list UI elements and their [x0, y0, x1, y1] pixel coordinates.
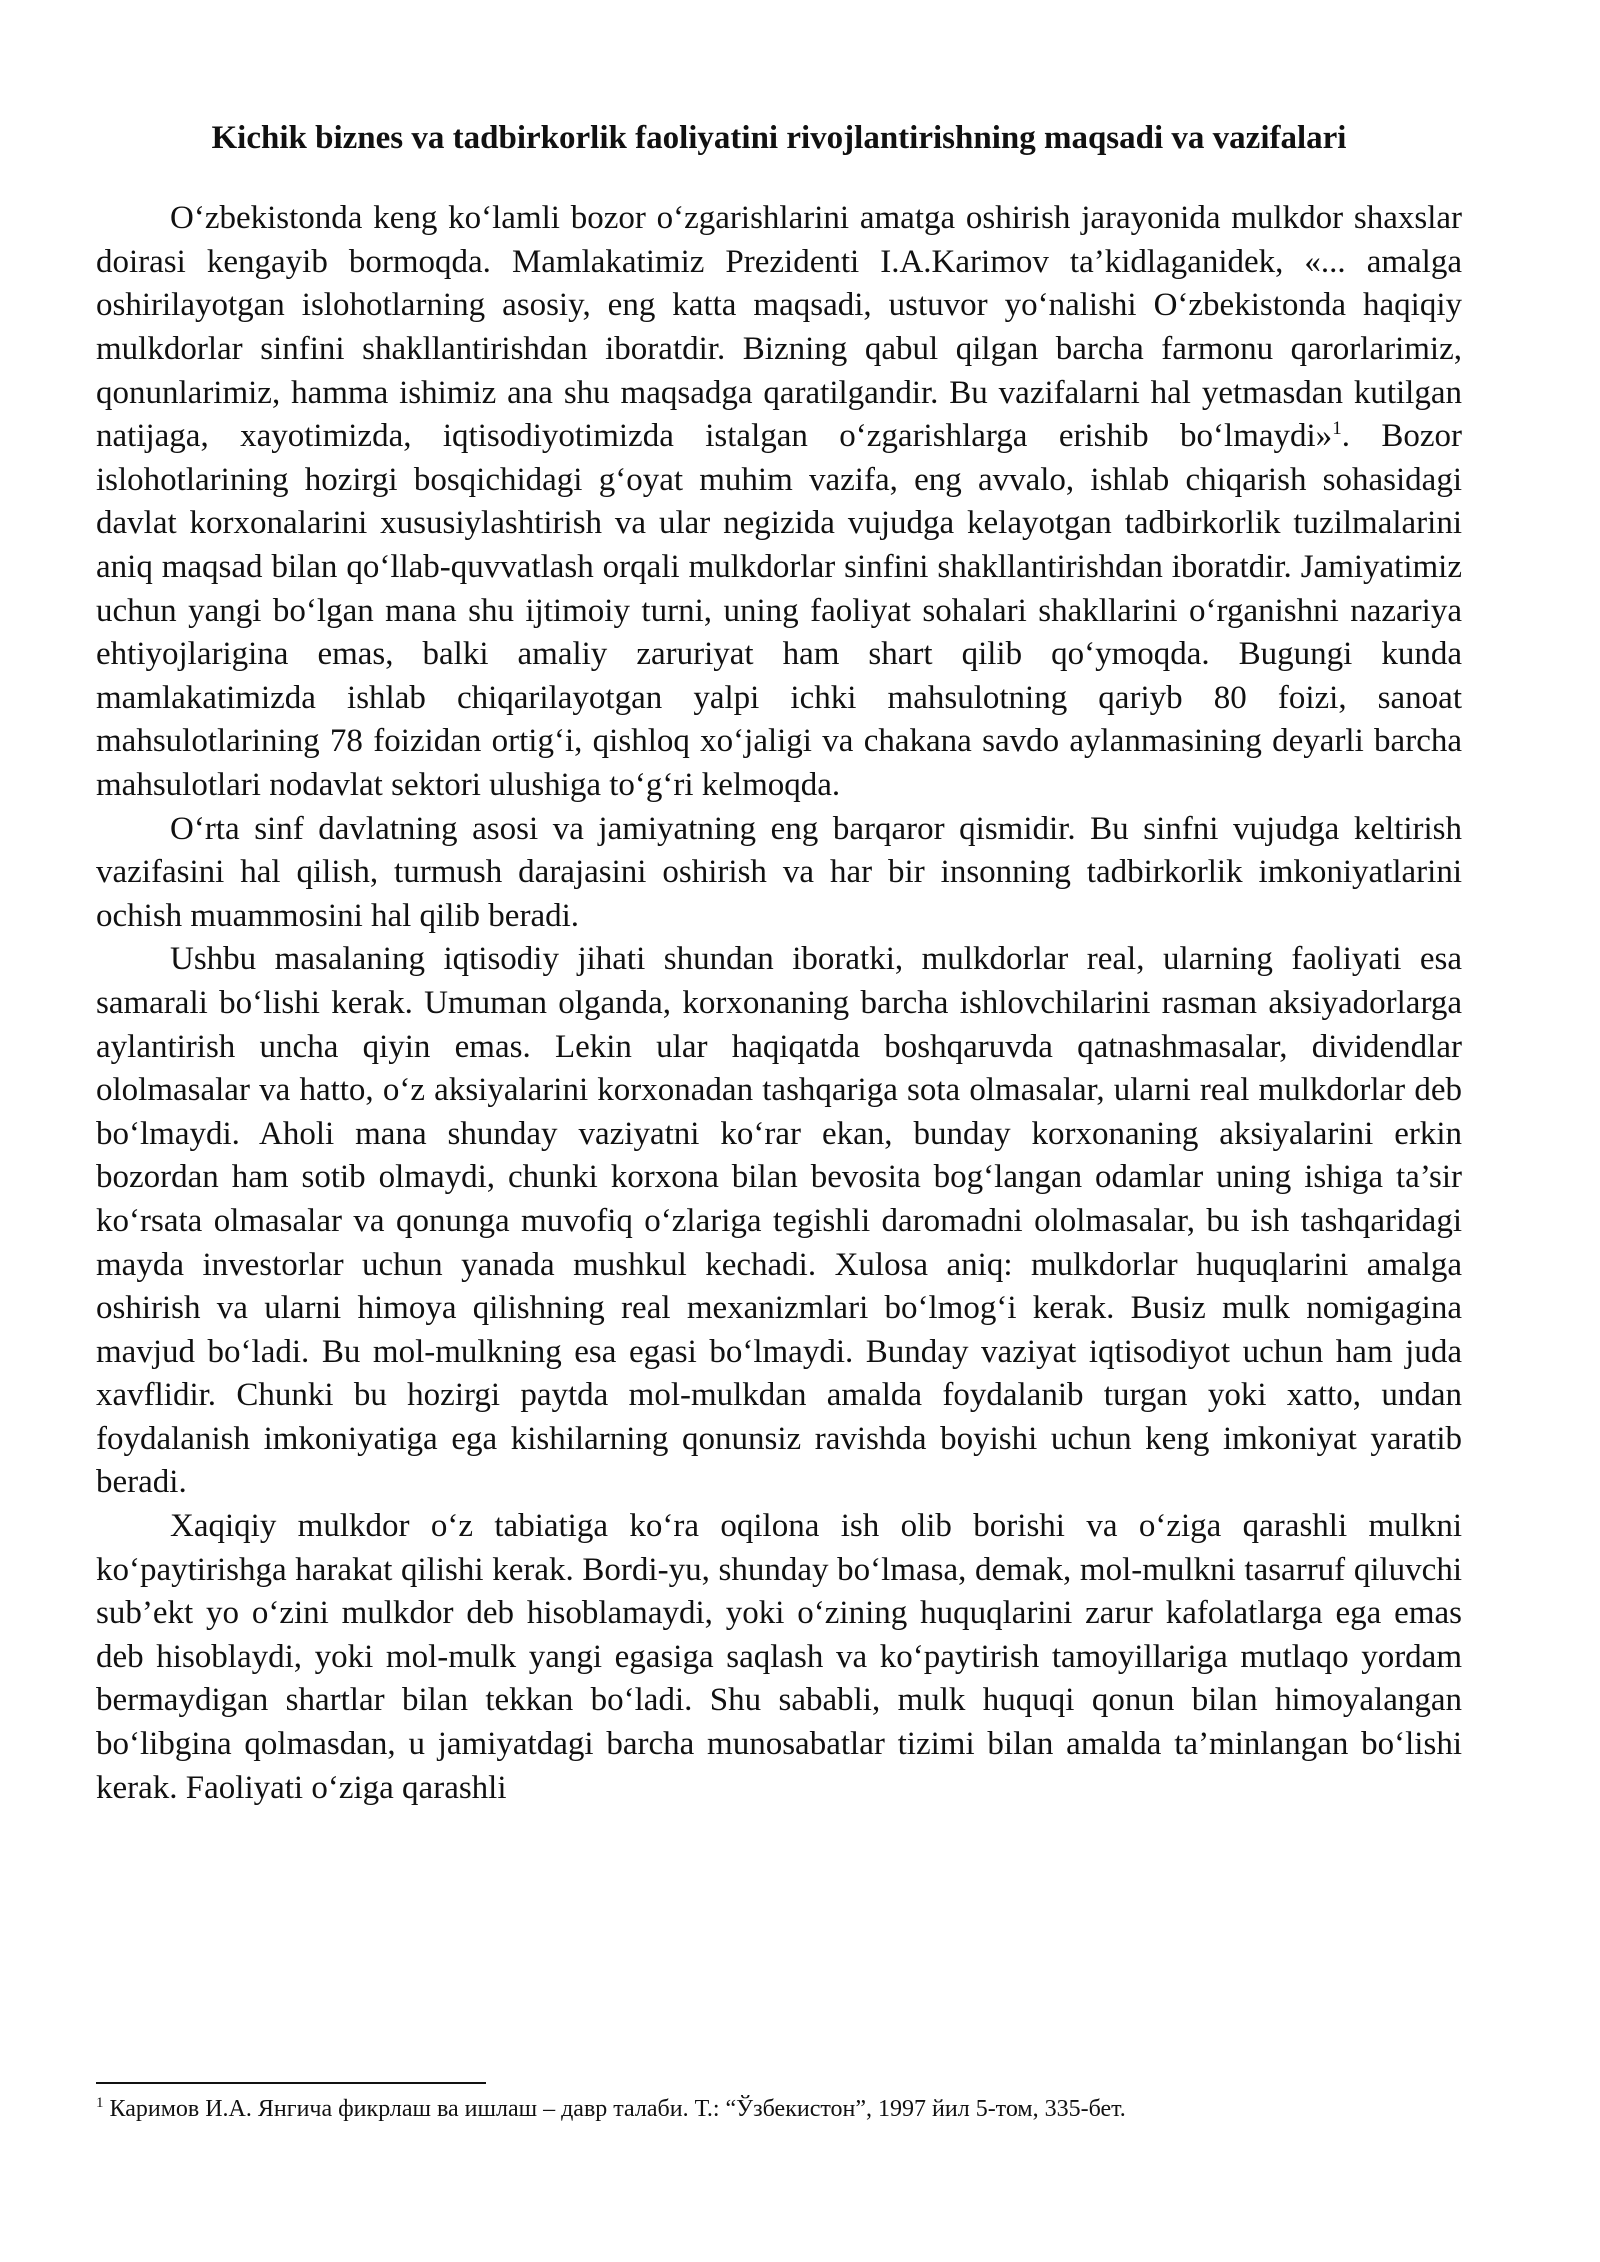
paragraph-1: [96, 197, 1462, 807]
footnote: [96, 2094, 1462, 2124]
footnote-mark: 1: [96, 2095, 104, 2111]
document-page: [96, 110, 1462, 1810]
paragraph-3: Ushbu masalaning iqtisodiy jihati shundan iboratki, mulkdorlar real, ularning faoliyati esa samarali bo‘lishi kerak. Umuman olganda, korxonaning barcha ishlovchilarini rasman aksiyadorlarga aylantirish uncha qiyin emas. Lekin ular haqiqatda boshqaruvda qatnashmasalar, dividendlar ololmasalar va hatto, o‘z aksiyalarini korxonadan tashqariga sota olmasalar, ularni real mulkdorlar deb bo‘lmaydi. Aholi mana shunday vaziyatni ko‘rar ekan, bunday korxonaning aksiyalarini erkin bozordan ham sotib olmaydi, chunki korxona bilan bevosita bog‘langan odamlar uning ishiga ta’sir ko‘rsata olmasalar va qonunga muvofiq o‘zlariga tegishli daromadni ololmasalar, bu ish tashqaridagi mayda investorlar uchun yanada mushkul kechadi. Xulosa aniq: mulkdorlar huquqlarini amalga oshirish va ularni himoya qilishning real mexanizmlari bo‘lmog‘i kerak. Busiz mulk nomigagina mavjud bo‘ladi. Bu mol-mulkning esa egasi bo‘lmaydi. Bunday vaziyat iqtisodiyot uchun ham juda xavflidir. Chunki bu hozirgi paytda mol-mulkdan amalda foydalanib turgan yoki xatto, undan foydalanish imkoniyatiga ega kishilarning qonunsiz ravishda boyishi uchun keng imkoniyat yaratib beradi.: [96, 941, 1462, 1501]
paragraph-1-text-a: O‘zbekistonda keng ko‘lamli bozor o‘zgarishlarini amatga oshirish jarayonida mulkdor shaxslar doirasi kengayib bormoqda. Mamlakatimiz Prezidenti I.A.Karimov ta’kidlaganidek, «... amalga oshirilayotgan islohotlarning asosiy, eng katta maqsadi, ustuvor yo‘nalishi O‘zbekistonda haqiqiy mulkdorlar sinfini shakllantirishdan iboratdir. Bizning qabul qilgan barcha farmonu qarorlarimiz, qonunlarimiz, hamma ishimiz ana shu maqsadga qaratilgandir. Bu vazifalarni hal yetmasdan kutilgan natijaga, xayotimizda, iqtisodiyotimizda istalgan o‘zgarishlarga erishib bo‘lmaydi»: [96, 200, 1462, 455]
footnote-separator: [96, 2082, 486, 2084]
footnote-reference: 1: [1332, 418, 1342, 440]
paragraph-4: Xaqiqiy mulkdor o‘z tabiatiga ko‘ra oqilona ish olib borishi va o‘ziga qarashli mulkni ko‘paytirishga harakat qilishi kerak. Bordi-yu, shunday bo‘lmasa, demak, mol-mulkni tasarruf qiluvchi sub’ekt yo o‘zini mulkdor deb hisoblamaydi, yoki o‘zining huquqlarini zarur kafolatlarga ega emas deb hisoblaydi, yoki mol-mulk yangi egasiga saqlash va ko‘paytirish tamoyillariga mutlaqo yordam bermaydigan shartlar bilan tekkan bo‘ladi. Shu sababli, mulk huquqi qonun bilan himoyalangan bo‘libgina qolmasdan, u jamiyatdagi barcha munosabatlar tizimi bilan amalda ta’minlangan bo‘lishi kerak. Faoliyati o‘ziga qarashli: [96, 1508, 1462, 1806]
paragraph-1-text-b: . Bozor islohotlarining hozirgi bosqichidagi g‘oyat muhim vazifa, eng avvalo, ishlab chiqarish sohasidagi davlat korxonalarini xususiylashtirish va ular negizida vujudga kelayotgan tadbirkorlik tuzilmalarini aniq maqsad bilan qo‘llab-quvvatlash orqali mulkdorlar sinfini shakllantirishdan iboratdir. Jamiyatimiz uchun yangi bo‘lgan mana shu ijtimoiy turni, uning faoliyat sohalari shakllarini o‘rganishni nazariya ehtiyojlarigina emas, balki amaliy zaruriyat ham shart qilib qo‘ymoqda. Bugungi kunda mamlakatimizda ishlab chiqarilayotgan yalpi ichki mahsulotning qariyb 80 foizi, sanoat mahsulotlarining 78 foizidan ortig‘i, qishloq xo‘jaligi va chakana savdo aylanmasining deyarli barcha mahsulotlari nodavlat sektori ulushiga to‘g‘ri kelmoqda.: [96, 418, 1462, 803]
paragraph-2: O‘rta sinf davlatning asosi va jamiyatning eng barqaror qismidir. Bu sinfni vujudga keltirish vazifasini hal qilish, turmush darajasini oshirish va har bir insonning tadbirkorlik imkoniyatlarini ochish muammosini hal qilib beradi.: [96, 810, 1462, 934]
footnote-text: Каримов И.А. Янгича фикрлаш ва ишлаш – давр талаби. Т.: “Ўзбекистон”, 1997 йил 5-том, 335-бет.: [109, 2096, 1126, 2122]
document-title: Kichik biznes va tadbirkorlik faoliyatini rivojlantirishning maqsadi va vazifalari: [211, 120, 1347, 156]
